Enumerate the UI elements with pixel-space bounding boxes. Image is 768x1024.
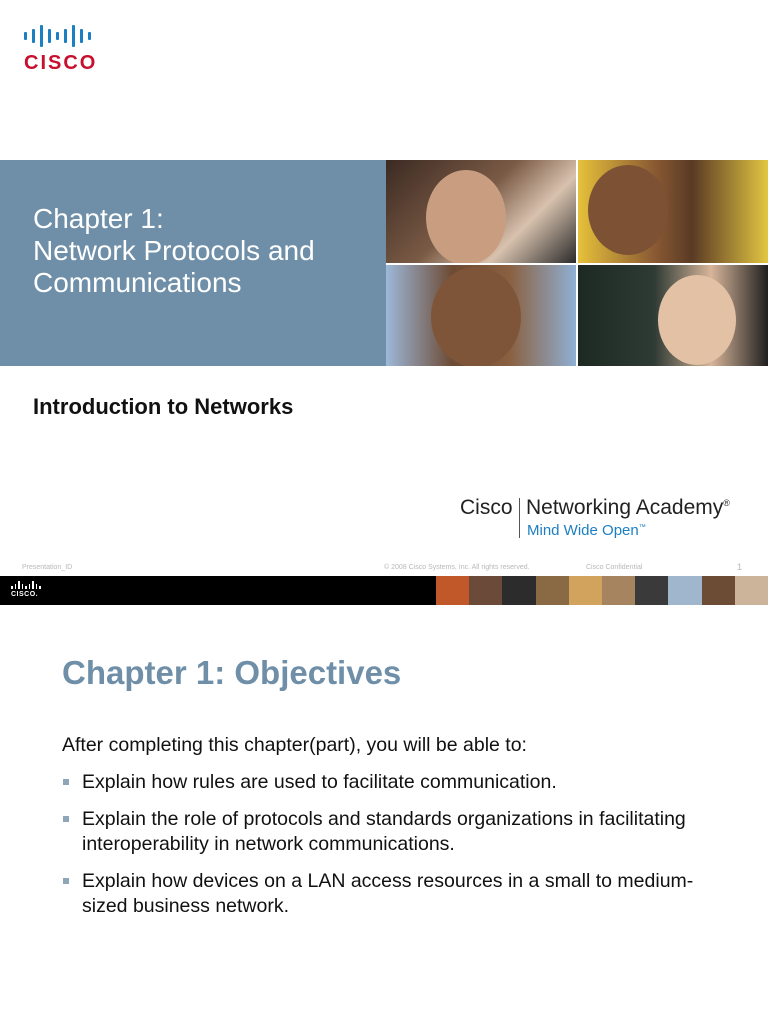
- photo-collage: [386, 160, 768, 366]
- photo-young-man: [578, 160, 768, 263]
- square-bullet-icon: [63, 878, 69, 884]
- cisco-mini-logo: [11, 581, 41, 598]
- photo-young-woman: [578, 265, 768, 366]
- academy-name: Networking Academy: [526, 496, 724, 519]
- list-item: [62, 770, 702, 795]
- list-item-text: Explain how devices on a LAN access resources in a small to medium-sized business network.: [82, 870, 694, 917]
- course-subtitle: Introduction to Networks: [33, 394, 294, 419]
- footer-confidential: Cisco Confidential: [586, 564, 643, 571]
- list-item-text: Explain the role of protocols and standards organizations in facilitating interoperability in network communications.: [82, 808, 686, 855]
- footer-presentation-id: Presentation_ID: [22, 564, 73, 571]
- objectives-slide: [0, 576, 768, 1024]
- academy-name-wrap: [526, 496, 730, 520]
- chapter-title: Chapter 1: Network Protocols and Communications: [33, 203, 315, 298]
- photo-man-thinking: [386, 160, 576, 263]
- academy-tagline-wrap: [527, 522, 646, 539]
- square-bullet-icon: [63, 816, 69, 822]
- photo-strip: [436, 576, 768, 605]
- cisco-mini-wordmark: CISCO.: [11, 591, 39, 598]
- networking-academy-logo: [460, 496, 750, 544]
- cisco-mini-bars-icon: [11, 581, 41, 589]
- footer-copyright: © 2008 Cisco Systems, Inc. All rights reserved.: [384, 564, 530, 571]
- square-bullet-icon: [63, 779, 69, 785]
- academy-brand: Cisco: [460, 496, 513, 519]
- cisco-bars-icon: [24, 24, 116, 48]
- list-item: [62, 869, 702, 919]
- list-item-text: Explain how rules are used to facilitate communication.: [82, 771, 557, 793]
- list-item: [62, 807, 702, 857]
- footer-page-number: 1: [737, 562, 743, 572]
- intro-text: After completing this chapter(part), you will be able to:: [62, 734, 527, 756]
- academy-divider: [519, 498, 520, 538]
- photo-smiling-man: [386, 265, 576, 366]
- registered-mark: ®: [723, 498, 730, 508]
- academy-tagline: Mind Wide Open: [527, 522, 639, 539]
- trademark-mark: ™: [638, 524, 646, 531]
- slide-title: Chapter 1: Objectives: [62, 654, 402, 691]
- cisco-logo: [24, 24, 116, 76]
- objectives-list: [62, 770, 702, 931]
- cisco-wordmark: CISCO: [24, 52, 98, 74]
- slide-header-bar: [0, 576, 768, 605]
